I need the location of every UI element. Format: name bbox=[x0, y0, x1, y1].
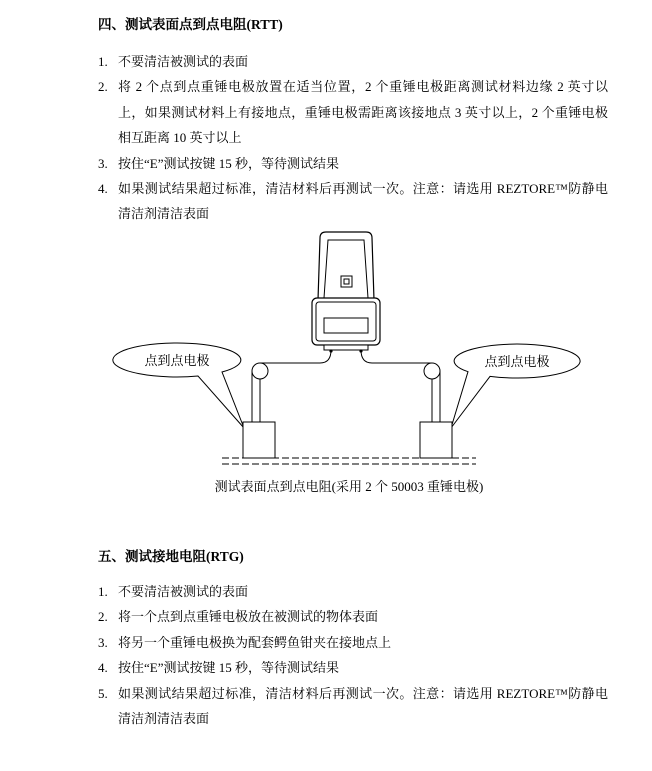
item-number: 2. bbox=[98, 79, 108, 95]
item-number: 2. bbox=[98, 609, 108, 625]
section-heading-rtg: 五、测试接地电阻(RTG) bbox=[98, 549, 244, 564]
item-number: 1. bbox=[98, 584, 108, 599]
electrode-label-right: 点到点电极 bbox=[484, 354, 550, 369]
item-text: 如果测试结果超过标准，清洁材料后再测试一次。注意：请选用 REZTORE™防静电清洁剂清洁表面 bbox=[118, 685, 608, 727]
item-text: 按住“E”测试按键 15 秒，等待测试结果 bbox=[118, 155, 339, 171]
electrode-label-left: 点到点电极 bbox=[144, 353, 210, 368]
cable-pulley-right bbox=[424, 363, 440, 379]
meter-jack-right bbox=[359, 349, 362, 352]
meter-connector-strip bbox=[324, 345, 368, 350]
item-number: 4. bbox=[98, 181, 108, 197]
item-text: 如果测试结果超过标准，清洁材料后再测试一次。注意：请选用 REZTORE™防静电清洁剂清洁表面 bbox=[118, 181, 608, 222]
list-item bbox=[98, 681, 608, 732]
item-text: 按住“E”测试按键 15 秒，等待测试结果 bbox=[118, 660, 339, 676]
item-number: 4. bbox=[98, 660, 108, 676]
cable-pulley-left bbox=[252, 363, 268, 379]
item-text: 将另一个重锤电极换为配套鳄鱼钳夹在接地点上 bbox=[118, 634, 392, 650]
steps-list-rtt bbox=[98, 49, 608, 227]
list-item bbox=[98, 74, 608, 150]
item-text: 将一个点到点重锤电极放在被测试的物体表面 bbox=[118, 609, 379, 625]
item-number: 3. bbox=[98, 634, 108, 650]
item-number: 5. bbox=[98, 685, 108, 701]
steps-list-rtg bbox=[98, 579, 608, 731]
meter-icon bbox=[312, 232, 380, 353]
diagram-caption: 测试表面点到点电阻(采用 2 个 50003 重锤电极) bbox=[214, 479, 484, 494]
list-item bbox=[98, 630, 608, 655]
meter-display bbox=[324, 318, 368, 333]
wire-right bbox=[361, 350, 432, 363]
list-item bbox=[98, 176, 608, 227]
list-item bbox=[98, 49, 608, 74]
weight-electrode-right bbox=[420, 422, 452, 458]
item-number: 3. bbox=[98, 155, 108, 171]
wire-left bbox=[260, 350, 331, 363]
rtt-test-diagram bbox=[0, 225, 652, 475]
list-item bbox=[98, 655, 608, 680]
meter-jack-left bbox=[329, 349, 332, 352]
section-heading-rtt: 四、测试表面点到点电阻(RTT) bbox=[98, 17, 283, 32]
weight-electrode-left bbox=[243, 422, 275, 458]
list-item bbox=[98, 579, 608, 604]
item-text: 不要清洁被测试的表面 bbox=[118, 584, 249, 599]
meter-test-button bbox=[341, 276, 352, 287]
item-text: 将 2 个点到点重锤电极放置在适当位置，2 个重锤电极距离测试材料边缘 2 英寸以上，如果测试材料上有接地点，重锤电极需距离该接地点 3 英寸以上，2 个重锤电极相互距离 10 英寸以上 bbox=[118, 79, 608, 146]
item-number: 1. bbox=[98, 54, 108, 69]
list-item bbox=[98, 151, 608, 176]
item-text: 不要清洁被测试的表面 bbox=[118, 54, 249, 69]
list-item bbox=[98, 604, 608, 629]
